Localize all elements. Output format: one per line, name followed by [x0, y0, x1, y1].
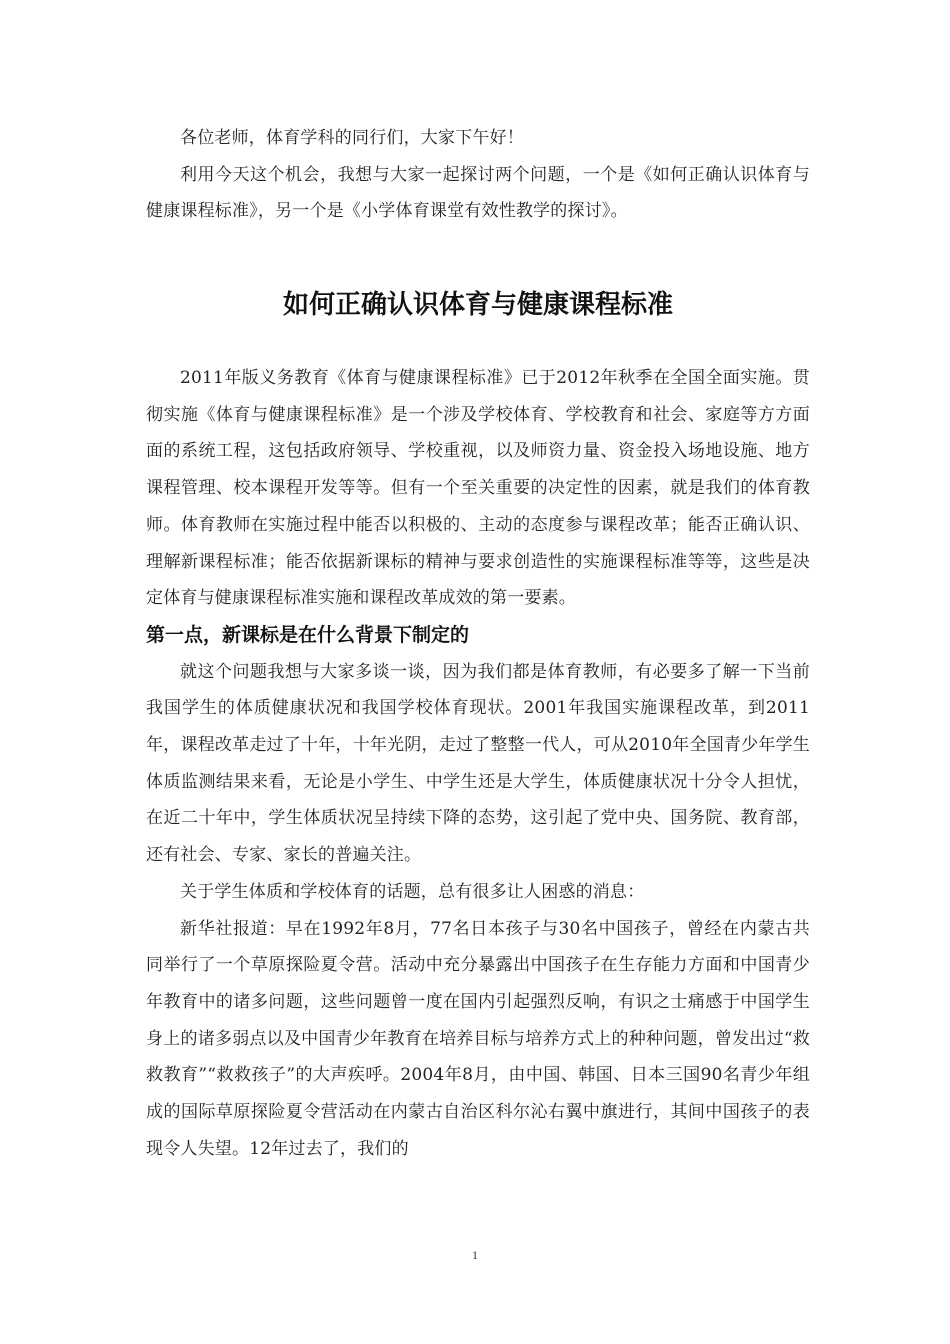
section-heading-1: 第一点，新课标是在什么背景下制定的 — [146, 623, 470, 646]
document-page — [146, 0, 810, 1344]
intro-section — [146, 120, 810, 230]
body-paragraph-2: 就这个问题我想与大家多谈一谈，因为我们都是体育教师，有必要多了解一下当前我国学生的体质健康状况和我国学校体育现状。2001年我国实施课程改革，到2011年，课程改革走过了十年，十年光阴，走过了整整一代人，可从2010年全国青少年学生体质监测结果来看，无论是小学生、中学生还是大学生，体质健康状况十分令人担忧，在近二十年中，学生体质状况呈持续下降的态势，这引起了党中央、国务院、教育部，还有社会、专家、家长的普遍关注。 — [146, 661, 810, 866]
document-title: 如何正确认识体育与健康课程标准 — [282, 290, 673, 320]
body-paragraph-3: 关于学生体质和学校体育的话题，总有很多让人困惑的消息： — [180, 881, 645, 902]
topic-intro-paragraph: 利用今天这个机会，我想与大家一起探讨两个问题，一个是《如何正确认识体育与健康课程标准》，另一个是《小学体育课堂有效性教学的探讨》。 — [146, 164, 810, 222]
greeting-paragraph: 各位老师，体育学科的同行们，大家下午好！ — [180, 128, 524, 148]
document-body — [146, 360, 810, 1167]
body-paragraph-4: 新华社报道：早在1992年8月，77名日本孩子与30名中国孩子，曾经在内蒙古共同举行了一个草原探险夏令营。活动中充分暴露出中国孩子在生存能力方面和中国青少年教育中的诸多问题，这些问题曾一度在国内引起强烈反响，有识之士痛感于中国学生身上的诸多弱点以及中国青少年教育在培养目标与培养方式上的种种问题，曾发出过“救救教育”“救救孩子”的大声疾呼。2004年8月，由中国、韩国、日本三国90名青少年组成的国际草原探险夏令营活动在内蒙古自治区科尔沁右翼中旗进行，其间中国孩子的表现令人失望。12年过去了，我们的 — [146, 918, 810, 1159]
page-number: 1 — [472, 1248, 478, 1262]
body-paragraph-1: 2011年版义务教育《体育与健康课程标准》已于2012年秋季在全国全面实施。贯彻实施《体育与健康课程标准》是一个涉及学校体育、学校教育和社会、家庭等方方面面的系统工程，这包括政府领导、学校重视，以及师资力量、资金投入场地设施、地方课程管理、校本课程开发等等。但有一个至关重要的决定性的因素，就是我们的体育教师。体育教师在实施过程中能否以积极的、主动的态度参与课程改革；能否正确认识、理解新课程标准；能否依据新课标的精神与要求创造性的实施课程标准等等，这些是决定体育与健康课程标准实施和课程改革成效的第一要素。 — [146, 368, 810, 609]
